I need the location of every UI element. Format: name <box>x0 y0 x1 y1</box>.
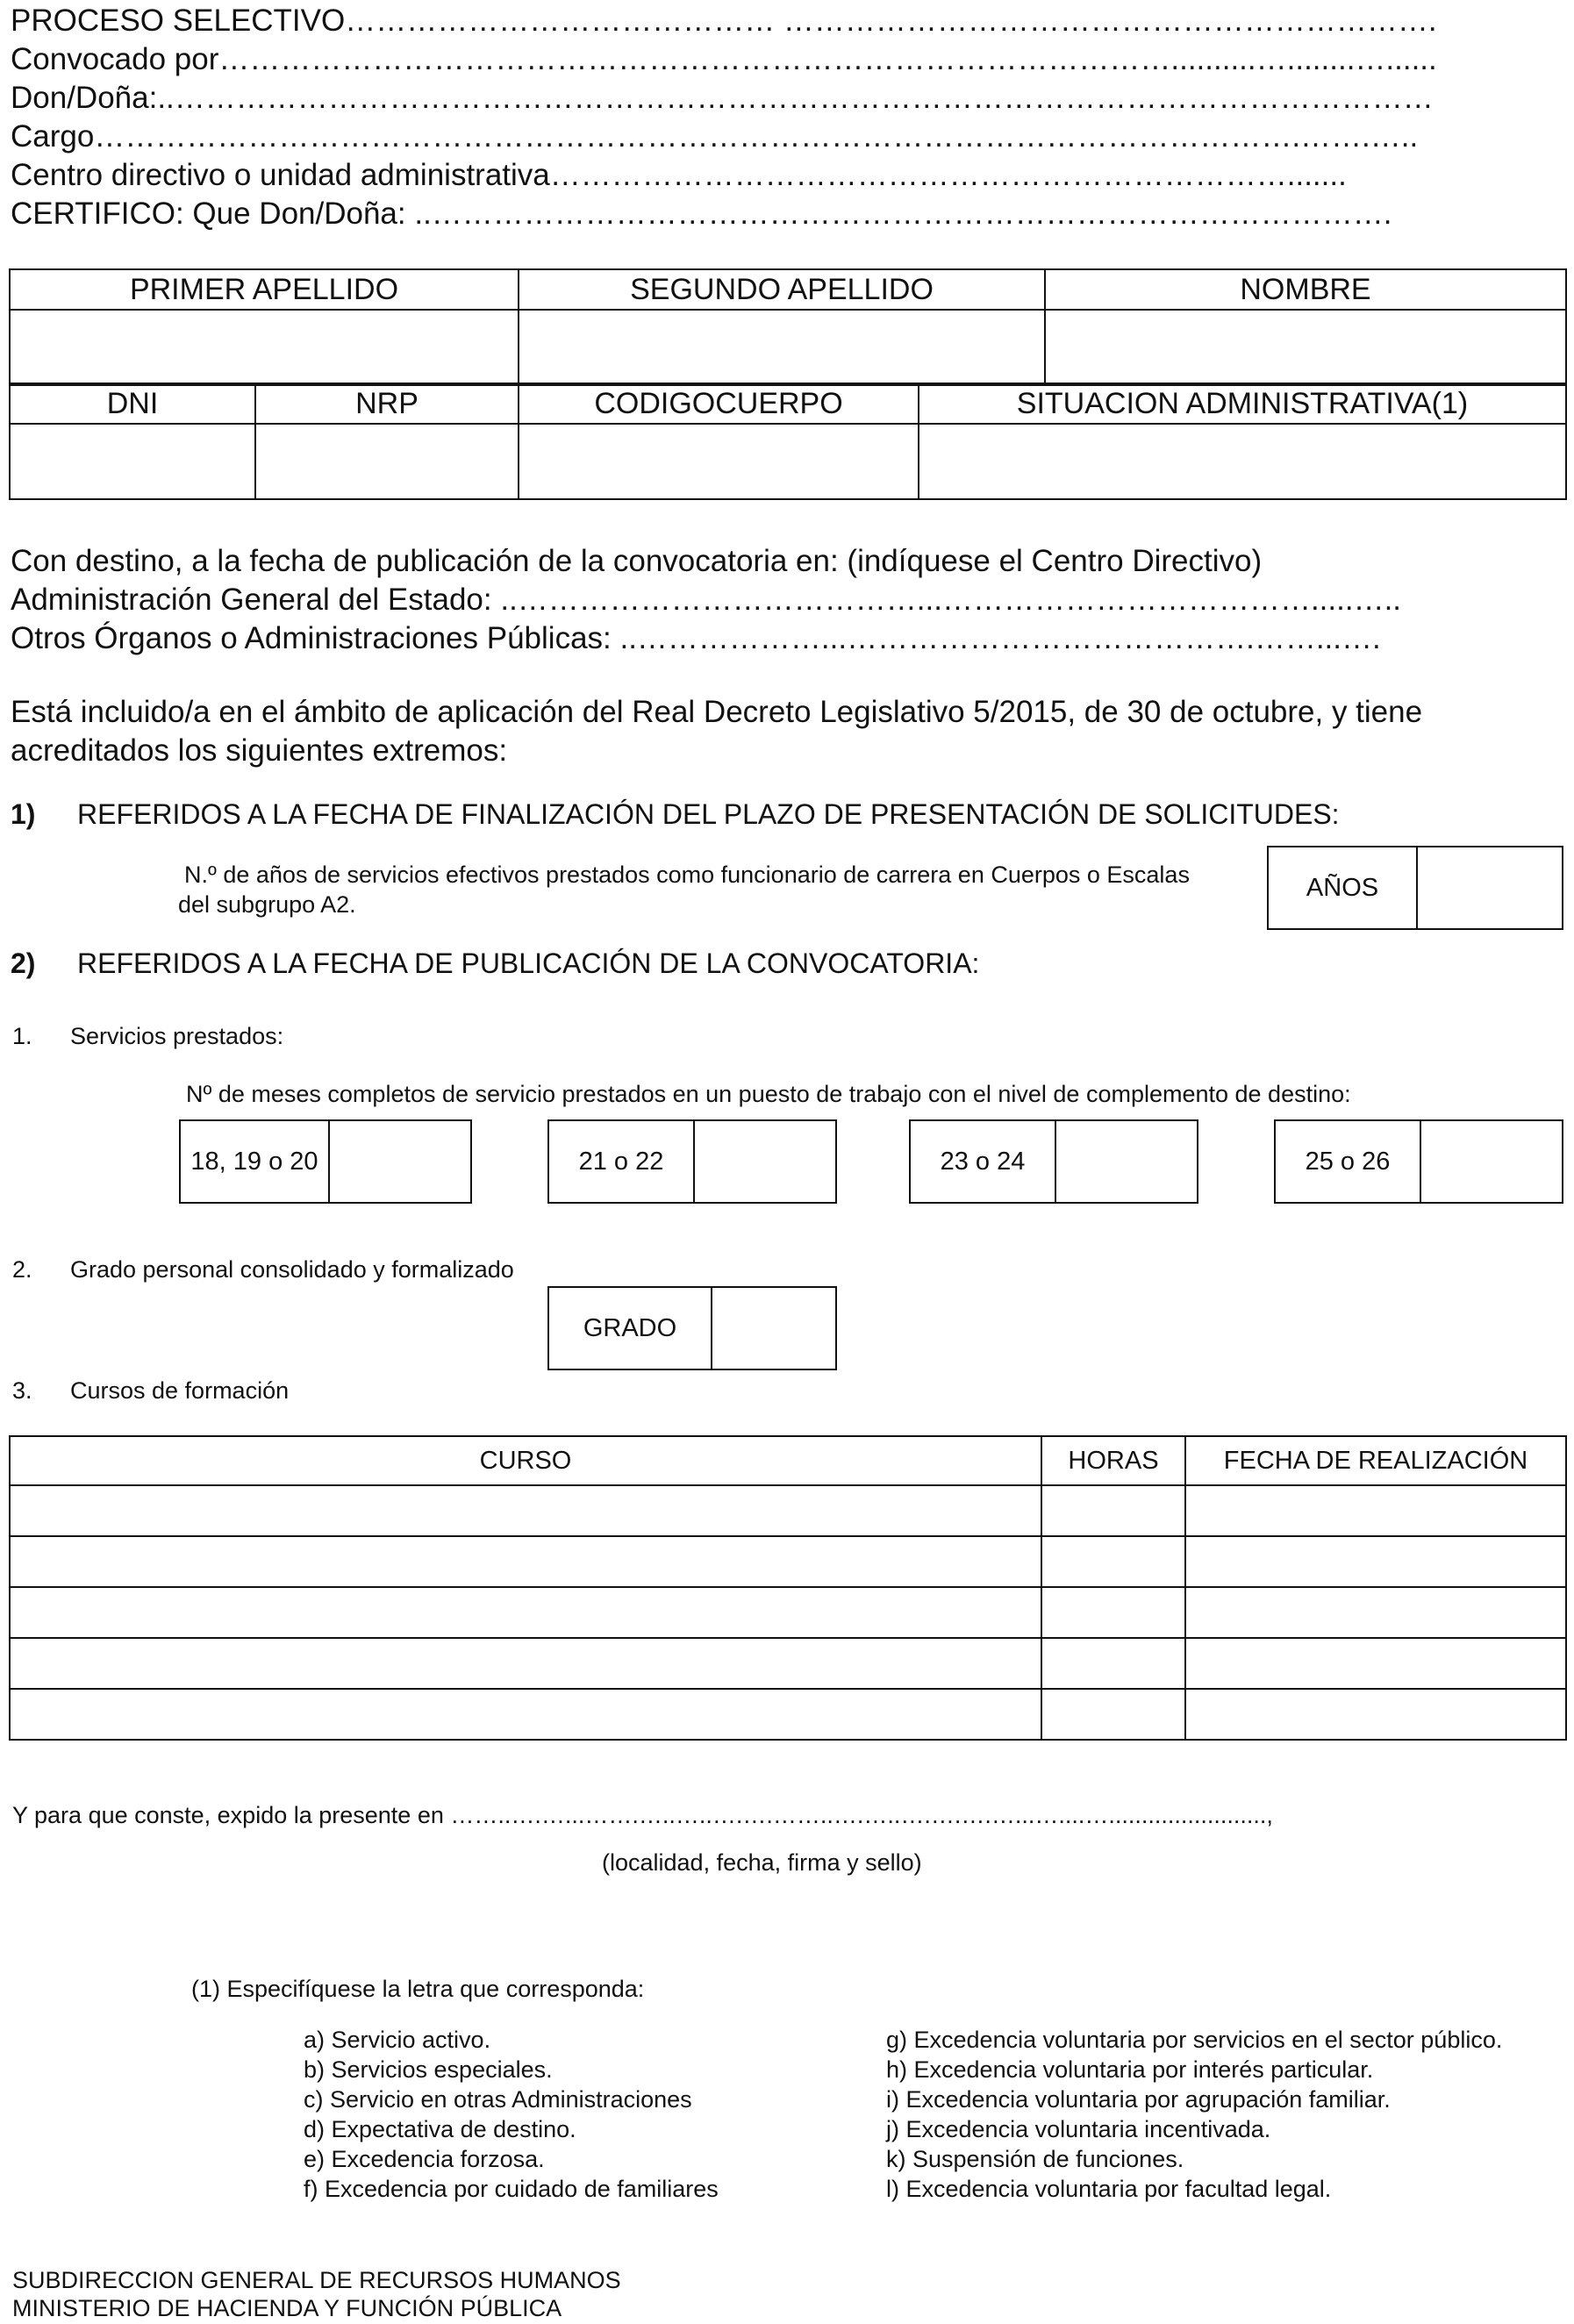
codigo-cuerpo-header: CODIGOCUERPO <box>519 383 919 424</box>
centro-directivo-line: Centro directivo o unidad administrativa………………………………………………………………....... <box>11 158 1347 192</box>
list-item: d) Expectativa de destino. <box>304 2116 576 2142</box>
nrp-header: NRP <box>255 383 519 424</box>
cursos-table <box>9 1435 1567 1741</box>
nombre-cell[interactable] <box>1045 310 1566 385</box>
nivel-label-1: 18, 19 o 20 <box>181 1121 330 1202</box>
list-item: f) Excedencia por cuidado de familiares <box>304 2176 719 2202</box>
fecha-header: FECHA DE REALIZACIÓN <box>1185 1436 1566 1485</box>
list-item: c) Servicio en otras Administraciones <box>304 2086 692 2113</box>
primer-apellido-cell[interactable] <box>10 310 519 385</box>
nivel-box-2 <box>547 1119 837 1204</box>
fecha-cell[interactable] <box>1185 1689 1566 1740</box>
item-1-number: 1. <box>12 1023 32 1049</box>
grado-personal-label: Grado personal consolidado y formalizado <box>70 1256 514 1283</box>
horas-cell[interactable] <box>1041 1536 1185 1587</box>
item-3-number: 3. <box>12 1377 32 1404</box>
nombre-header: NOMBRE <box>1045 269 1566 310</box>
footnote-left-list <box>304 2025 719 2204</box>
horas-cell[interactable] <box>1041 1587 1185 1638</box>
section-2-number: 2) <box>11 947 36 979</box>
situacion-cell[interactable] <box>919 424 1566 499</box>
expido-line: Y para que conste, expido la presente en ……..….…...…….…..…..….….……..….…..….….….…...…....…........................, <box>12 1802 1273 1828</box>
dni-cell[interactable] <box>10 424 255 499</box>
section-1-number: 1) <box>11 798 36 830</box>
servicios-prestados-label: Servicios prestados: <box>70 1023 284 1049</box>
ambito-line-1: Está incluido/a en el ámbito de aplicación del Real Decreto Legislativo 5/2015, de 30 de octubre, y tiene <box>11 695 1423 729</box>
fecha-cell[interactable] <box>1185 1536 1566 1587</box>
curso-cell[interactable] <box>10 1689 1041 1740</box>
horas-cell[interactable] <box>1041 1689 1185 1740</box>
situacion-header: SITUACION ADMINISTRATIVA(1) <box>919 383 1566 424</box>
nivel-value-field-2[interactable] <box>695 1121 835 1202</box>
segundo-apellido-cell[interactable] <box>519 310 1045 385</box>
cargo-line: Cargo……………………………………………………………………………………………………….…….….. <box>11 119 1419 154</box>
list-item: i) Excedencia voluntaria por agrupación familiar. <box>886 2086 1391 2113</box>
curso-cell[interactable] <box>10 1485 1041 1536</box>
destino-line-1: Con destino, a la fecha de publicación de la convocatoria en: (indíquese el Centro Directivo) <box>11 544 1263 578</box>
id-table <box>9 383 1567 500</box>
section-1-title: REFERIDOS A LA FECHA DE FINALIZACIÓN DEL PLAZO DE PRESENTACIÓN DE SOLICITUDES: <box>77 798 1340 830</box>
localidad-note: (localidad, fecha, firma y sello) <box>602 1849 922 1876</box>
nivel-box-3 <box>909 1119 1198 1204</box>
nivel-box-1 <box>179 1119 472 1204</box>
dni-header: DNI <box>10 383 255 424</box>
proceso-selectivo-line: PROCESO SELECTIVO…………………………………… ………………………………………………………. <box>11 4 1437 38</box>
list-item: l) Excedencia voluntaria por facultad legal. <box>886 2176 1332 2202</box>
nivel-label-4: 25 o 26 <box>1276 1121 1421 1202</box>
segundo-apellido-header: SEGUNDO APELLIDO <box>519 269 1045 310</box>
horas-header: HORAS <box>1041 1436 1185 1485</box>
nivel-label-3: 23 o 24 <box>911 1121 1056 1202</box>
section-2-title: REFERIDOS A LA FECHA DE PUBLICACIÓN DE LA CONVOCATORIA: <box>77 947 980 979</box>
curso-cell[interactable] <box>10 1536 1041 1587</box>
nivel-label-2: 21 o 22 <box>549 1121 695 1202</box>
primer-apellido-header: PRIMER APELLIDO <box>10 269 519 310</box>
list-item: a) Servicio activo. <box>304 2027 491 2053</box>
list-item: j) Excedencia voluntaria incentivada. <box>886 2116 1271 2142</box>
table-row <box>10 1587 1566 1638</box>
item-2-number: 2. <box>12 1256 32 1283</box>
ambito-line-2: acreditados los siguientes extremos: <box>11 733 508 768</box>
destino-line-3: Otros Órganos o Administraciones Públicas: ..………………...………………………………….……...…. <box>11 621 1381 655</box>
curso-cell[interactable] <box>10 1587 1041 1638</box>
grado-value-field[interactable] <box>712 1288 835 1369</box>
convocado-por-line: Convocado por…………………………………………………………………………………..........…........…...... <box>11 42 1437 76</box>
certifico-line: CERTIFICO: Que Don/Doña: ..…………………………………………………………………………………. <box>11 197 1392 231</box>
horas-cell[interactable] <box>1041 1638 1185 1689</box>
list-item: g) Excedencia voluntaria por servicios en el sector público. <box>886 2027 1503 2053</box>
fecha-cell[interactable] <box>1185 1485 1566 1536</box>
list-item: e) Excedencia forzosa. <box>304 2146 545 2172</box>
nivel-box-4 <box>1274 1119 1563 1204</box>
curso-header: CURSO <box>10 1436 1041 1485</box>
table-row <box>10 1689 1566 1740</box>
grado-box <box>547 1286 837 1370</box>
name-table <box>9 268 1567 386</box>
cursos-formacion-label: Cursos de formación <box>70 1377 290 1404</box>
meses-description: Nº de meses completos de servicio prestados en un puesto de trabajo con el nivel de complemento de destino: <box>186 1081 1351 1107</box>
don-dona-line: Don/Doña:..…………………………………………………………………………………………………………… <box>11 81 1434 115</box>
anos-description-line-1: N.º de años de servicios efectivos prestados como funcionario de carrera en Cuerpos o Escalas <box>184 862 1190 888</box>
anos-value-field[interactable] <box>1418 847 1562 928</box>
codigo-cuerpo-cell[interactable] <box>519 424 919 499</box>
footnote-right-list <box>886 2025 1502 2204</box>
fecha-cell[interactable] <box>1185 1638 1566 1689</box>
destino-line-2: Administración General del Estado: ..…………………………………...……………………………….....….. <box>11 583 1402 617</box>
horas-cell[interactable] <box>1041 1485 1185 1536</box>
table-row <box>10 1536 1566 1587</box>
list-item: b) Servicios especiales. <box>304 2056 553 2083</box>
list-item: h) Excedencia voluntaria por interés particular. <box>886 2056 1374 2083</box>
anos-description-line-2: del subgrupo A2. <box>178 891 356 918</box>
footnote-title: (1) Especifíquese la letra que corresponda: <box>191 1976 645 2002</box>
nivel-value-field-1[interactable] <box>330 1121 470 1202</box>
footer-subdireccion: SUBDIRECCION GENERAL DE RECURSOS HUMANOS <box>12 2267 621 2293</box>
table-row <box>10 1638 1566 1689</box>
anos-box <box>1267 846 1563 930</box>
curso-cell[interactable] <box>10 1638 1041 1689</box>
nrp-cell[interactable] <box>255 424 519 499</box>
anos-label: AÑOS <box>1269 847 1418 928</box>
table-row <box>10 1485 1566 1536</box>
grado-label: GRADO <box>549 1288 712 1369</box>
nivel-value-field-4[interactable] <box>1421 1121 1562 1202</box>
list-item: k) Suspensión de funciones. <box>886 2146 1184 2172</box>
fecha-cell[interactable] <box>1185 1587 1566 1638</box>
footer-ministerio: MINISTERIO DE HACIENDA Y FUNCIÓN PÚBLICA <box>12 2295 562 2321</box>
nivel-value-field-3[interactable] <box>1056 1121 1197 1202</box>
